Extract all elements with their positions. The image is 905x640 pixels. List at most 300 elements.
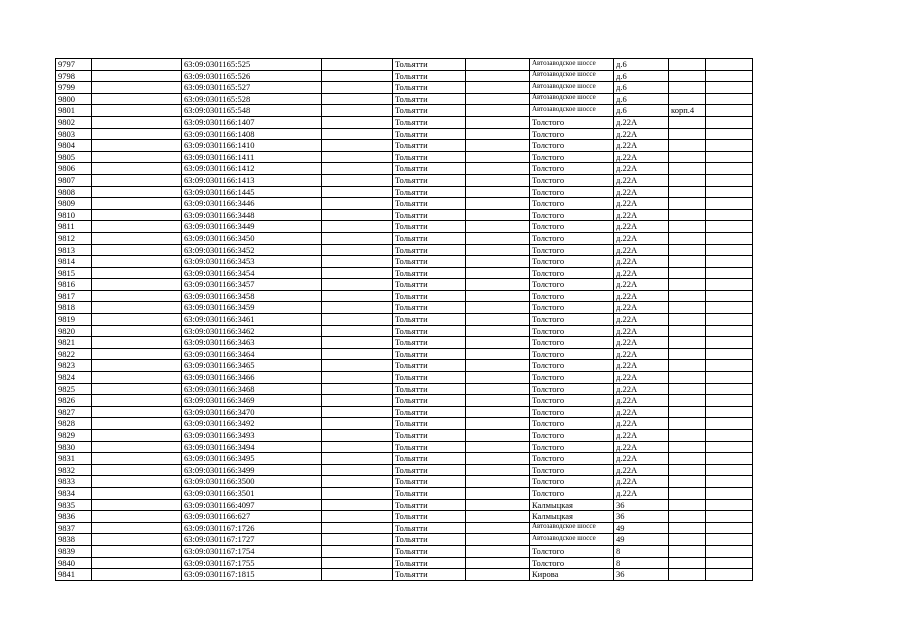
- empty-cell: [322, 267, 393, 279]
- empty-cell: [466, 499, 530, 511]
- empty-cell: [322, 186, 393, 198]
- empty-cell: [92, 476, 182, 488]
- city-cell: Тольятти: [393, 453, 466, 465]
- building-cell: [669, 372, 706, 384]
- cadastral-number-cell: 63:09:0301165:526: [182, 70, 322, 82]
- cadastral-number-cell: 63:09:0301166:3450: [182, 232, 322, 244]
- empty-cell: [322, 128, 393, 140]
- row-number-cell: 9808: [56, 186, 92, 198]
- empty-cell: [92, 105, 182, 117]
- city-cell: Тольятти: [393, 418, 466, 430]
- empty-cell: [322, 232, 393, 244]
- empty-cell: [322, 499, 393, 511]
- street-cell: [530, 534, 614, 546]
- house-cell: д.22А: [614, 256, 669, 268]
- house-cell: д.6: [614, 82, 669, 94]
- street-cell: Толстого: [530, 221, 614, 233]
- street-cell: Толстого: [530, 383, 614, 395]
- building-cell: [669, 163, 706, 175]
- empty-cell: [466, 302, 530, 314]
- cadastral-number-cell: 63:09:0301166:3499: [182, 464, 322, 476]
- house-cell: д.22А: [614, 244, 669, 256]
- building-cell: [669, 279, 706, 291]
- empty-cell: [322, 430, 393, 442]
- empty-cell: [92, 348, 182, 360]
- building-cell: [669, 314, 706, 326]
- empty-cell: [706, 534, 753, 546]
- building-cell: [669, 522, 706, 534]
- empty-cell: [466, 360, 530, 372]
- building-cell: [669, 499, 706, 511]
- house-cell: д.22А: [614, 186, 669, 198]
- building-cell: [669, 221, 706, 233]
- table-row: [56, 140, 753, 152]
- cadastral-number-cell: 63:09:0301166:3469: [182, 395, 322, 407]
- empty-cell: [92, 337, 182, 349]
- empty-cell: [466, 244, 530, 256]
- empty-cell: [92, 290, 182, 302]
- building-cell: [669, 464, 706, 476]
- row-number-cell: 9805: [56, 151, 92, 163]
- city-cell: Тольятти: [393, 511, 466, 523]
- row-number-cell: 9810: [56, 209, 92, 221]
- empty-cell: [706, 128, 753, 140]
- city-cell: Тольятти: [393, 232, 466, 244]
- house-cell: д.22А: [614, 116, 669, 128]
- row-number-cell: 9840: [56, 557, 92, 569]
- empty-cell: [92, 116, 182, 128]
- city-cell: Тольятти: [393, 93, 466, 105]
- empty-cell: [92, 174, 182, 186]
- empty-cell: [706, 511, 753, 523]
- empty-cell: [92, 522, 182, 534]
- table-row: [56, 534, 753, 546]
- city-cell: Тольятти: [393, 499, 466, 511]
- cadastral-number-cell: 63:09:0301166:3464: [182, 348, 322, 360]
- empty-cell: [322, 174, 393, 186]
- cadastral-number-cell: 63:09:0301166:3459: [182, 302, 322, 314]
- house-cell: д.22А: [614, 279, 669, 291]
- street-text: Автозаводское шоссе: [532, 71, 596, 79]
- city-cell: Тольятти: [393, 128, 466, 140]
- row-number-cell: 9831: [56, 453, 92, 465]
- building-cell: [669, 186, 706, 198]
- street-cell: Толстого: [530, 302, 614, 314]
- street-cell: Толстого: [530, 314, 614, 326]
- street-cell: Толстого: [530, 476, 614, 488]
- empty-cell: [466, 59, 530, 71]
- street-cell: [530, 522, 614, 534]
- empty-cell: [92, 406, 182, 418]
- building-cell: [669, 569, 706, 581]
- empty-cell: [92, 534, 182, 546]
- street-cell: [530, 70, 614, 82]
- empty-cell: [706, 348, 753, 360]
- cadastral-number-cell: 63:09:0301166:3468: [182, 383, 322, 395]
- house-cell: д.22А: [614, 395, 669, 407]
- table-row: [56, 337, 753, 349]
- street-cell: Толстого: [530, 418, 614, 430]
- empty-cell: [322, 279, 393, 291]
- city-cell: Тольятти: [393, 430, 466, 442]
- row-number-cell: 9834: [56, 487, 92, 499]
- building-cell: [669, 93, 706, 105]
- city-cell: Тольятти: [393, 290, 466, 302]
- cadastral-number-cell: 63:09:0301166:1410: [182, 140, 322, 152]
- city-cell: Тольятти: [393, 151, 466, 163]
- street-cell: [530, 93, 614, 105]
- cadastral-number-cell: 63:09:0301166:3495: [182, 453, 322, 465]
- row-number-cell: 9803: [56, 128, 92, 140]
- street-cell: Толстого: [530, 163, 614, 175]
- empty-cell: [466, 406, 530, 418]
- street-cell: Толстого: [530, 128, 614, 140]
- empty-cell: [92, 59, 182, 71]
- empty-cell: [92, 360, 182, 372]
- building-cell: [669, 418, 706, 430]
- street-text: Автозаводское шоссе: [532, 534, 596, 542]
- house-cell: д.22А: [614, 314, 669, 326]
- street-cell: Толстого: [530, 244, 614, 256]
- building-cell: [669, 383, 706, 395]
- cadastral-number-cell: 63:09:0301166:3492: [182, 418, 322, 430]
- empty-cell: [466, 430, 530, 442]
- empty-cell: [322, 70, 393, 82]
- table-row: [56, 441, 753, 453]
- table-row: [56, 70, 753, 82]
- empty-cell: [466, 511, 530, 523]
- building-cell: [669, 244, 706, 256]
- house-cell: д.22А: [614, 360, 669, 372]
- table-row: [56, 569, 753, 581]
- empty-cell: [706, 522, 753, 534]
- empty-cell: [92, 244, 182, 256]
- empty-cell: [466, 395, 530, 407]
- empty-cell: [706, 499, 753, 511]
- empty-cell: [466, 441, 530, 453]
- empty-cell: [92, 464, 182, 476]
- building-cell: [669, 174, 706, 186]
- empty-cell: [706, 360, 753, 372]
- city-cell: Тольятти: [393, 395, 466, 407]
- city-cell: Тольятти: [393, 464, 466, 476]
- building-cell: [669, 348, 706, 360]
- house-cell: д.22А: [614, 441, 669, 453]
- city-cell: Тольятти: [393, 406, 466, 418]
- city-cell: Тольятти: [393, 186, 466, 198]
- table-row: [56, 545, 753, 557]
- table-row: [56, 522, 753, 534]
- house-cell: д.22А: [614, 487, 669, 499]
- empty-cell: [92, 395, 182, 407]
- cadastral-number-cell: 63:09:0301166:3494: [182, 441, 322, 453]
- building-cell: [669, 232, 706, 244]
- row-number-cell: 9826: [56, 395, 92, 407]
- table-row: [56, 383, 753, 395]
- row-number-cell: 9814: [56, 256, 92, 268]
- row-number-cell: 9813: [56, 244, 92, 256]
- house-cell: д.22А: [614, 198, 669, 210]
- city-cell: Тольятти: [393, 545, 466, 557]
- table-row: [56, 348, 753, 360]
- empty-cell: [706, 256, 753, 268]
- building-cell: [669, 302, 706, 314]
- row-number-cell: 9839: [56, 545, 92, 557]
- empty-cell: [92, 209, 182, 221]
- cadastral-number-cell: 63:09:0301166:4097: [182, 499, 322, 511]
- table-row: [56, 511, 753, 523]
- empty-cell: [466, 545, 530, 557]
- empty-cell: [706, 267, 753, 279]
- street-cell: Толстого: [530, 267, 614, 279]
- empty-cell: [322, 163, 393, 175]
- row-number-cell: 9809: [56, 198, 92, 210]
- empty-cell: [466, 418, 530, 430]
- row-number-cell: 9812: [56, 232, 92, 244]
- street-cell: Калмыцкая: [530, 511, 614, 523]
- empty-cell: [706, 209, 753, 221]
- empty-cell: [706, 105, 753, 117]
- street-cell: Толстого: [530, 198, 614, 210]
- city-cell: Тольятти: [393, 256, 466, 268]
- table-row: [56, 499, 753, 511]
- building-cell: [669, 59, 706, 71]
- row-number-cell: 9799: [56, 82, 92, 94]
- street-cell: Толстого: [530, 256, 614, 268]
- empty-cell: [92, 93, 182, 105]
- table-row: [56, 128, 753, 140]
- building-cell: [669, 360, 706, 372]
- building-cell: [669, 487, 706, 499]
- table-row: [56, 256, 753, 268]
- street-cell: Толстого: [530, 464, 614, 476]
- house-cell: 8: [614, 545, 669, 557]
- cadastral-number-cell: 63:09:0301166:3453: [182, 256, 322, 268]
- house-cell: 36: [614, 511, 669, 523]
- row-number-cell: 9798: [56, 70, 92, 82]
- city-cell: Тольятти: [393, 279, 466, 291]
- row-number-cell: 9835: [56, 499, 92, 511]
- building-cell: [669, 476, 706, 488]
- empty-cell: [322, 418, 393, 430]
- empty-cell: [706, 337, 753, 349]
- street-cell: Толстого: [530, 290, 614, 302]
- empty-cell: [92, 487, 182, 499]
- building-cell: [669, 557, 706, 569]
- empty-cell: [92, 314, 182, 326]
- street-cell: Кирова: [530, 569, 614, 581]
- empty-cell: [322, 244, 393, 256]
- table-row: [56, 116, 753, 128]
- house-cell: д.22А: [614, 174, 669, 186]
- city-cell: Тольятти: [393, 163, 466, 175]
- cadastral-number-cell: 63:09:0301166:1407: [182, 116, 322, 128]
- cadastral-number-cell: 63:09:0301165:525: [182, 59, 322, 71]
- city-cell: Тольятти: [393, 441, 466, 453]
- row-number-cell: 9816: [56, 279, 92, 291]
- empty-cell: [706, 116, 753, 128]
- house-cell: д.22А: [614, 418, 669, 430]
- street-text: Автозаводское шоссе: [532, 105, 596, 113]
- table-row: [56, 360, 753, 372]
- building-cell: [669, 267, 706, 279]
- empty-cell: [322, 256, 393, 268]
- empty-cell: [92, 441, 182, 453]
- table-row: [56, 395, 753, 407]
- street-cell: [530, 105, 614, 117]
- row-number-cell: 9832: [56, 464, 92, 476]
- empty-cell: [706, 487, 753, 499]
- empty-cell: [706, 174, 753, 186]
- row-number-cell: 9828: [56, 418, 92, 430]
- cadastral-number-cell: 63:09:0301166:3458: [182, 290, 322, 302]
- empty-cell: [466, 221, 530, 233]
- building-cell: [669, 511, 706, 523]
- empty-cell: [322, 372, 393, 384]
- house-cell: 36: [614, 569, 669, 581]
- empty-cell: [322, 464, 393, 476]
- city-cell: Тольятти: [393, 476, 466, 488]
- cadastral-number-cell: 63:09:0301166:3457: [182, 279, 322, 291]
- registry-table-body: [56, 59, 753, 581]
- empty-cell: [706, 545, 753, 557]
- cadastral-number-cell: 63:09:0301166:1412: [182, 163, 322, 175]
- house-cell: д.22А: [614, 140, 669, 152]
- empty-cell: [92, 383, 182, 395]
- building-cell: [669, 453, 706, 465]
- cadastral-number-cell: 63:09:0301166:627: [182, 511, 322, 523]
- empty-cell: [466, 116, 530, 128]
- empty-cell: [92, 325, 182, 337]
- street-cell: Толстого: [530, 453, 614, 465]
- empty-cell: [92, 232, 182, 244]
- cadastral-number-cell: 63:09:0301166:3462: [182, 325, 322, 337]
- house-cell: д.6: [614, 59, 669, 71]
- empty-cell: [466, 476, 530, 488]
- table-row: [56, 453, 753, 465]
- empty-cell: [706, 302, 753, 314]
- empty-cell: [466, 256, 530, 268]
- empty-cell: [706, 59, 753, 71]
- table-row: [56, 82, 753, 94]
- city-cell: Тольятти: [393, 174, 466, 186]
- table-row: [56, 557, 753, 569]
- house-cell: д.22А: [614, 302, 669, 314]
- city-cell: Тольятти: [393, 522, 466, 534]
- empty-cell: [706, 395, 753, 407]
- empty-cell: [322, 314, 393, 326]
- empty-cell: [322, 221, 393, 233]
- table-row: [56, 430, 753, 442]
- street-cell: Толстого: [530, 348, 614, 360]
- empty-cell: [322, 105, 393, 117]
- house-cell: д.22А: [614, 151, 669, 163]
- street-text: Автозаводское шоссе: [532, 82, 596, 90]
- building-cell: [669, 128, 706, 140]
- empty-cell: [322, 476, 393, 488]
- registry-table: [55, 58, 753, 581]
- building-cell: [669, 395, 706, 407]
- building-cell: [669, 441, 706, 453]
- empty-cell: [92, 430, 182, 442]
- empty-cell: [466, 128, 530, 140]
- empty-cell: [92, 569, 182, 581]
- city-cell: Тольятти: [393, 487, 466, 499]
- empty-cell: [92, 256, 182, 268]
- cadastral-number-cell: 63:09:0301166:3463: [182, 337, 322, 349]
- street-cell: Толстого: [530, 406, 614, 418]
- table-row: [56, 314, 753, 326]
- empty-cell: [466, 534, 530, 546]
- empty-cell: [322, 302, 393, 314]
- empty-cell: [706, 441, 753, 453]
- row-number-cell: 9815: [56, 267, 92, 279]
- empty-cell: [466, 151, 530, 163]
- empty-cell: [466, 186, 530, 198]
- street-cell: Калмыцкая: [530, 499, 614, 511]
- cadastral-number-cell: 63:09:0301166:3452: [182, 244, 322, 256]
- empty-cell: [706, 232, 753, 244]
- street-cell: Толстого: [530, 232, 614, 244]
- house-cell: д.22А: [614, 128, 669, 140]
- row-number-cell: 9800: [56, 93, 92, 105]
- house-cell: 49: [614, 534, 669, 546]
- city-cell: Тольятти: [393, 383, 466, 395]
- empty-cell: [92, 163, 182, 175]
- empty-cell: [322, 383, 393, 395]
- table-row: [56, 198, 753, 210]
- row-number-cell: 9801: [56, 105, 92, 117]
- street-cell: Толстого: [530, 279, 614, 291]
- empty-cell: [706, 140, 753, 152]
- house-cell: д.22А: [614, 232, 669, 244]
- empty-cell: [466, 453, 530, 465]
- house-cell: д.22А: [614, 163, 669, 175]
- empty-cell: [322, 290, 393, 302]
- house-cell: д.22А: [614, 453, 669, 465]
- empty-cell: [466, 569, 530, 581]
- empty-cell: [322, 59, 393, 71]
- building-cell: [669, 430, 706, 442]
- cadastral-number-cell: 63:09:0301165:527: [182, 82, 322, 94]
- cadastral-number-cell: 63:09:0301165:548: [182, 105, 322, 117]
- building-cell: [669, 198, 706, 210]
- empty-cell: [466, 93, 530, 105]
- empty-cell: [92, 557, 182, 569]
- row-number-cell: 9836: [56, 511, 92, 523]
- street-text: Автозаводское шоссе: [532, 523, 596, 531]
- street-cell: Толстого: [530, 557, 614, 569]
- city-cell: Тольятти: [393, 360, 466, 372]
- street-text: Автозаводское шоссе: [532, 94, 596, 102]
- house-cell: д.22А: [614, 348, 669, 360]
- cadastral-number-cell: 63:09:0301166:3493: [182, 430, 322, 442]
- building-cell: [669, 151, 706, 163]
- city-cell: Тольятти: [393, 302, 466, 314]
- city-cell: Тольятти: [393, 314, 466, 326]
- street-cell: Толстого: [530, 360, 614, 372]
- empty-cell: [322, 337, 393, 349]
- building-cell: корп.4: [669, 105, 706, 117]
- house-cell: д.22А: [614, 290, 669, 302]
- street-cell: Толстого: [530, 487, 614, 499]
- empty-cell: [322, 198, 393, 210]
- cadastral-number-cell: 63:09:0301166:3465: [182, 360, 322, 372]
- empty-cell: [322, 325, 393, 337]
- empty-cell: [706, 430, 753, 442]
- street-cell: Толстого: [530, 372, 614, 384]
- row-number-cell: 9823: [56, 360, 92, 372]
